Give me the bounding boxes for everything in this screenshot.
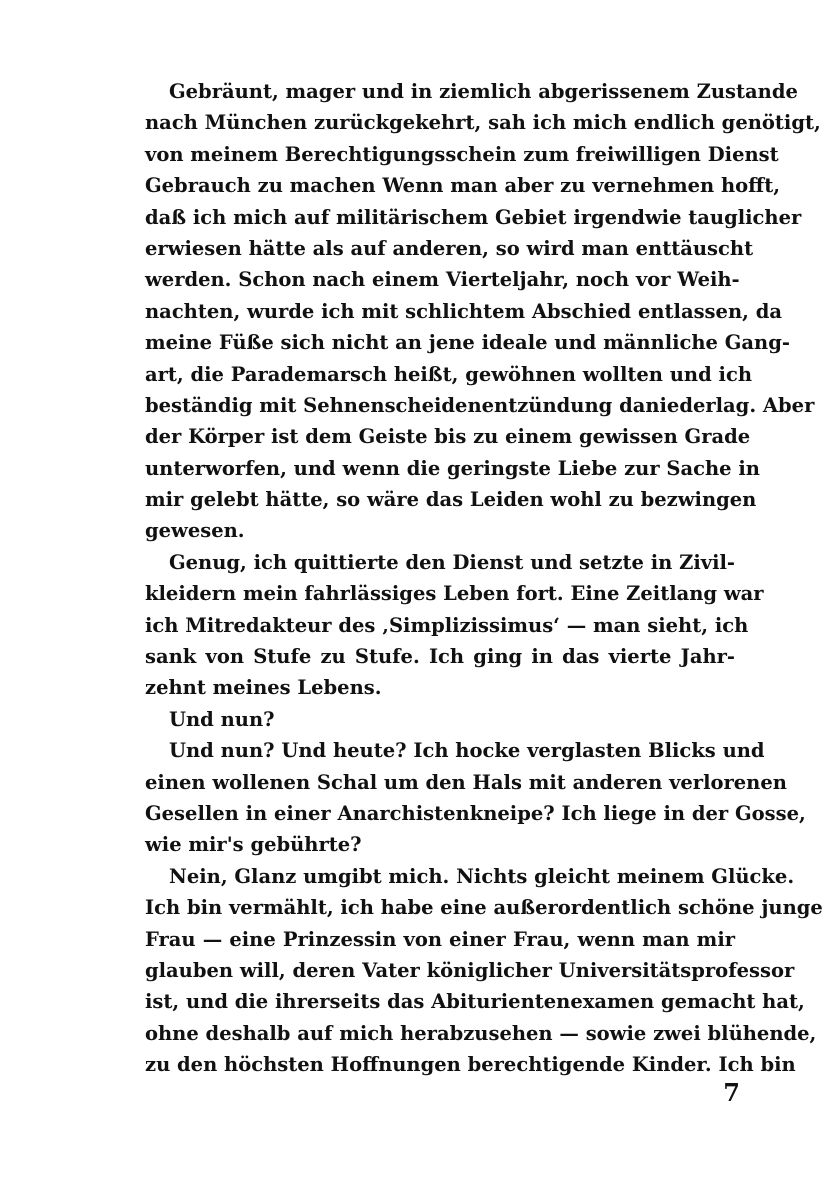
text-line: Gesellen in einer Anarchistenkneipe? Ich liege in der Gosse, (145, 801, 806, 825)
text-line: ist, und die ihrerseits das Abiturientenexamen gemacht hat, (145, 990, 805, 1014)
text-line: beständig mit Sehnenscheidenentzündung daniederlag. Aber (145, 393, 815, 417)
text-line: glauben will, deren Vater königlicher Universitätsprofessor (145, 958, 795, 982)
text-line: meine Füße sich nicht an jene ideale und männliche Gang- (145, 331, 790, 355)
text-line: Frau — eine Prinzessin von einer Frau, wenn man mir (145, 927, 735, 951)
text-line: art, die Parademarsch heißt, gewöhnen wollten und ich (145, 362, 752, 386)
body-text (145, 76, 823, 1081)
text-line: ohne deshalb auf mich herabzusehen — sowie zwei blühende, (145, 1021, 817, 1045)
text-line: Genug, ich quittierte den Dienst und setzte in Zivil- (169, 550, 735, 574)
text-line: von meinem Berechtigungsschein zum freiwilligen Dienst (145, 142, 779, 166)
text-line: ich Mitredakteur des ‚Simplizissimus‘ — man sieht, ich (145, 613, 749, 637)
text-line: der Körper ist dem Geiste bis zu einem gewissen Grade (145, 425, 751, 449)
text-line: Ich bin vermählt, ich habe eine außerordentlich schöne junge (145, 896, 823, 920)
text-line: nach München zurückgekehrt, sah ich mich endlich genötigt, (145, 111, 821, 135)
text-line: kleidern mein fahrlässiges Leben fort. Eine Zeitlang war (145, 582, 764, 606)
text-line: werden. Schon nach einem Vierteljahr, noch vor Weih- (145, 268, 740, 292)
text-line: Gebrauch zu machen Wenn man aber zu vernehmen hofft, (145, 174, 780, 198)
text-line: zu den höchsten Hoffnungen berechtigende Kinder. Ich bin (145, 1053, 796, 1077)
text-line: Gebräunt, mager und in ziemlich abgerissenem Zustande (169, 80, 798, 103)
text-line: wie mir's gebührte? (145, 833, 362, 857)
text-line: gewesen. (145, 519, 245, 543)
text-line: daß ich mich auf militärischem Gebiet irgendwie tauglicher (145, 205, 802, 229)
text-line: mir gelebt hätte, so wäre das Leiden wohl zu bezwingen (145, 488, 757, 512)
text-line: sank von Stufe zu Stufe. Ich ging in das vierte Jahr- (145, 645, 735, 669)
text-line: zehnt meines Lebens. (145, 676, 382, 700)
text-line: erwiesen hätte als auf anderen, so wird man enttäuscht (145, 236, 754, 260)
text-line: unterworfen, und wenn die geringste Liebe zur Sache in (145, 456, 760, 480)
text-line: Und nun? Und heute? Ich hocke verglasten Blicks und (169, 739, 765, 763)
text-line: einen wollenen Schal um den Hals mit anderen verlorenen (145, 770, 787, 794)
page-number: 7 (723, 1078, 740, 1107)
text-line: Und nun? (169, 707, 275, 731)
text-line: nachten, wurde ich mit schlichtem Abschied entlassen, da (145, 299, 782, 323)
text-line: Nein, Glanz umgibt mich. Nichts gleicht meinem Glücke. (169, 864, 795, 888)
